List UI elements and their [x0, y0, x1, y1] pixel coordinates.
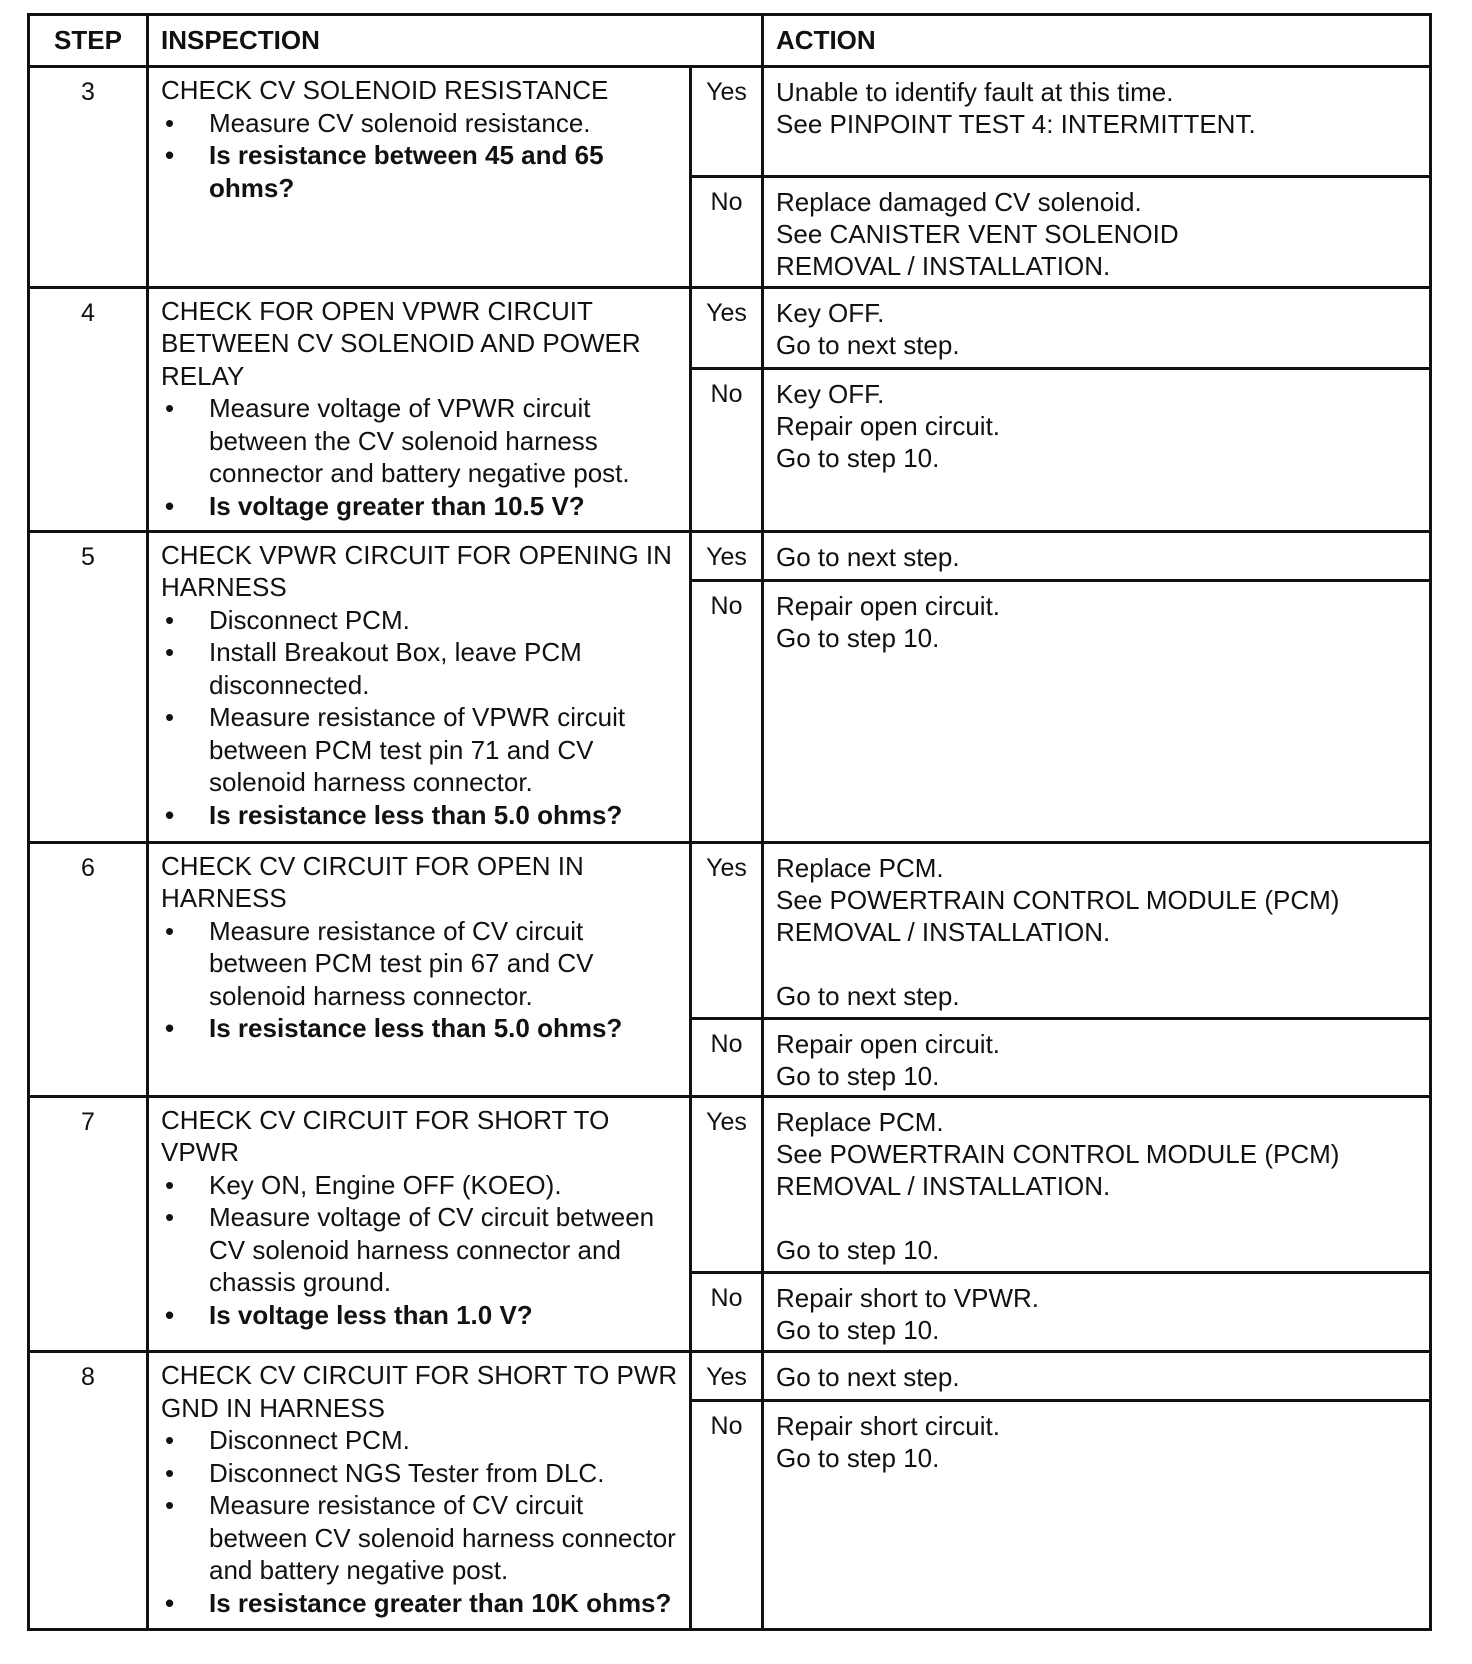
yes-label: Yes	[691, 1352, 763, 1401]
step-row-yes	[29, 531, 1431, 580]
header-row	[29, 15, 1431, 67]
yes-action: Replace PCM. See POWERTRAIN CONTROL MODULE (PCM) REMOVAL / INSTALLATION. Go to next step.	[763, 842, 1431, 1018]
no-label: No	[691, 1272, 763, 1351]
step-number: 7	[29, 1096, 148, 1352]
inspection-heading: CHECK CV CIRCUIT FOR SHORT TO VPWR	[161, 1104, 610, 1168]
inspection-bullet: • Measure CV solenoid resistance.	[161, 107, 681, 140]
yes-action: Go to next step.	[763, 531, 1431, 580]
no-action: Replace damaged CV solenoid. See CANISTER VENT SOLENOID REMOVAL / INSTALLATION.	[763, 177, 1431, 287]
step-number: 3	[29, 67, 148, 288]
yes-label: Yes	[691, 67, 763, 177]
yes-action: Replace PCM. See POWERTRAIN CONTROL MODULE (PCM) REMOVAL / INSTALLATION. Go to step 10.	[763, 1096, 1431, 1272]
inspection-heading: CHECK CV CIRCUIT FOR SHORT TO PWR GND IN HARNESS	[161, 1360, 678, 1423]
yes-label: Yes	[691, 842, 763, 1018]
inspection-question: • Is voltage less than 1.0 V?	[161, 1299, 681, 1332]
inspection-heading: CHECK VPWR CIRCUIT FOR OPENING IN HARNESS	[161, 539, 672, 603]
inspection-bullets	[161, 1169, 681, 1332]
inspection-cell	[148, 842, 691, 1096]
inspection-heading: CHECK CV CIRCUIT FOR OPEN IN HARNESS	[161, 850, 584, 914]
yes-label: Yes	[691, 1096, 763, 1272]
action-header: ACTION	[763, 15, 1431, 67]
inspection-question: • Is resistance less than 5.0 ohms?	[161, 799, 681, 832]
no-label: No	[691, 177, 763, 287]
inspection-bullet: • Measure resistance of VPWR circuit between PCM test pin 71 and CV solenoid harness connector.	[161, 701, 681, 799]
no-label: No	[691, 368, 763, 531]
inspection-cell	[148, 1352, 691, 1630]
step-row-yes	[29, 1352, 1431, 1401]
inspection-bullet: • Disconnect PCM.	[161, 604, 681, 637]
yes-action: Go to next step.	[763, 1352, 1431, 1401]
inspection-bullet: • Install Breakout Box, leave PCM disconnected.	[161, 636, 681, 701]
no-label: No	[691, 1019, 763, 1096]
inspection-bullets	[161, 107, 681, 205]
diagnostic-table	[27, 13, 1432, 1631]
no-action: Repair open circuit. Go to step 10.	[763, 1019, 1431, 1096]
step-row-yes	[29, 67, 1431, 177]
inspection-bullet: • Measure voltage of CV circuit between CV solenoid harness connector and chassis ground.	[161, 1201, 681, 1299]
yes-label: Yes	[691, 531, 763, 580]
inspection-question: • Is resistance less than 5.0 ohms?	[161, 1012, 681, 1045]
no-action: Key OFF. Repair open circuit. Go to step 10.	[763, 368, 1431, 531]
step-row-yes	[29, 842, 1431, 1018]
step-header: STEP	[29, 15, 148, 67]
step-number: 5	[29, 531, 148, 842]
inspection-bullets	[161, 392, 681, 522]
no-label: No	[691, 1401, 763, 1630]
inspection-header: INSPECTION	[148, 15, 763, 67]
inspection-cell	[148, 287, 691, 531]
inspection-heading: CHECK FOR OPEN VPWR CIRCUIT BETWEEN CV SOLENOID AND POWER RELAY	[161, 295, 641, 391]
inspection-bullet: • Measure voltage of VPWR circuit between the CV solenoid harness connector and battery negative post.	[161, 392, 681, 490]
yes-action: Key OFF. Go to next step.	[763, 287, 1431, 368]
inspection-question: • Is resistance greater than 10K ohms?	[161, 1587, 681, 1620]
inspection-heading: CHECK CV SOLENOID RESISTANCE	[161, 75, 609, 105]
step-number: 4	[29, 287, 148, 531]
step-number: 8	[29, 1352, 148, 1630]
inspection-bullet: • Measure resistance of CV circuit between CV solenoid harness connector and battery negative post.	[161, 1489, 681, 1587]
no-action: Repair short circuit. Go to step 10.	[763, 1401, 1431, 1630]
inspection-bullets	[161, 604, 681, 832]
no-label: No	[691, 580, 763, 842]
inspection-question: • Is voltage greater than 10.5 V?	[161, 490, 681, 523]
inspection-bullet: • Measure resistance of CV circuit between PCM test pin 67 and CV solenoid harness connector.	[161, 915, 681, 1013]
inspection-question: • Is resistance between 45 and 65 ohms?	[161, 139, 681, 204]
inspection-cell	[148, 67, 691, 288]
inspection-cell	[148, 1096, 691, 1352]
yes-action: Unable to identify fault at this time. See PINPOINT TEST 4: INTERMITTENT.	[763, 67, 1431, 177]
inspection-bullet: • Key ON, Engine OFF (KOEO).	[161, 1169, 681, 1202]
step-number: 6	[29, 842, 148, 1096]
inspection-bullets	[161, 1424, 681, 1619]
inspection-cell	[148, 531, 691, 842]
inspection-bullet: • Disconnect PCM.	[161, 1424, 681, 1457]
step-row-yes	[29, 287, 1431, 368]
inspection-bullet: • Disconnect NGS Tester from DLC.	[161, 1457, 681, 1490]
inspection-bullets	[161, 915, 681, 1045]
no-action: Repair short to VPWR. Go to step 10.	[763, 1272, 1431, 1351]
step-row-yes	[29, 1096, 1431, 1272]
no-action: Repair open circuit. Go to step 10.	[763, 580, 1431, 842]
yes-label: Yes	[691, 287, 763, 368]
